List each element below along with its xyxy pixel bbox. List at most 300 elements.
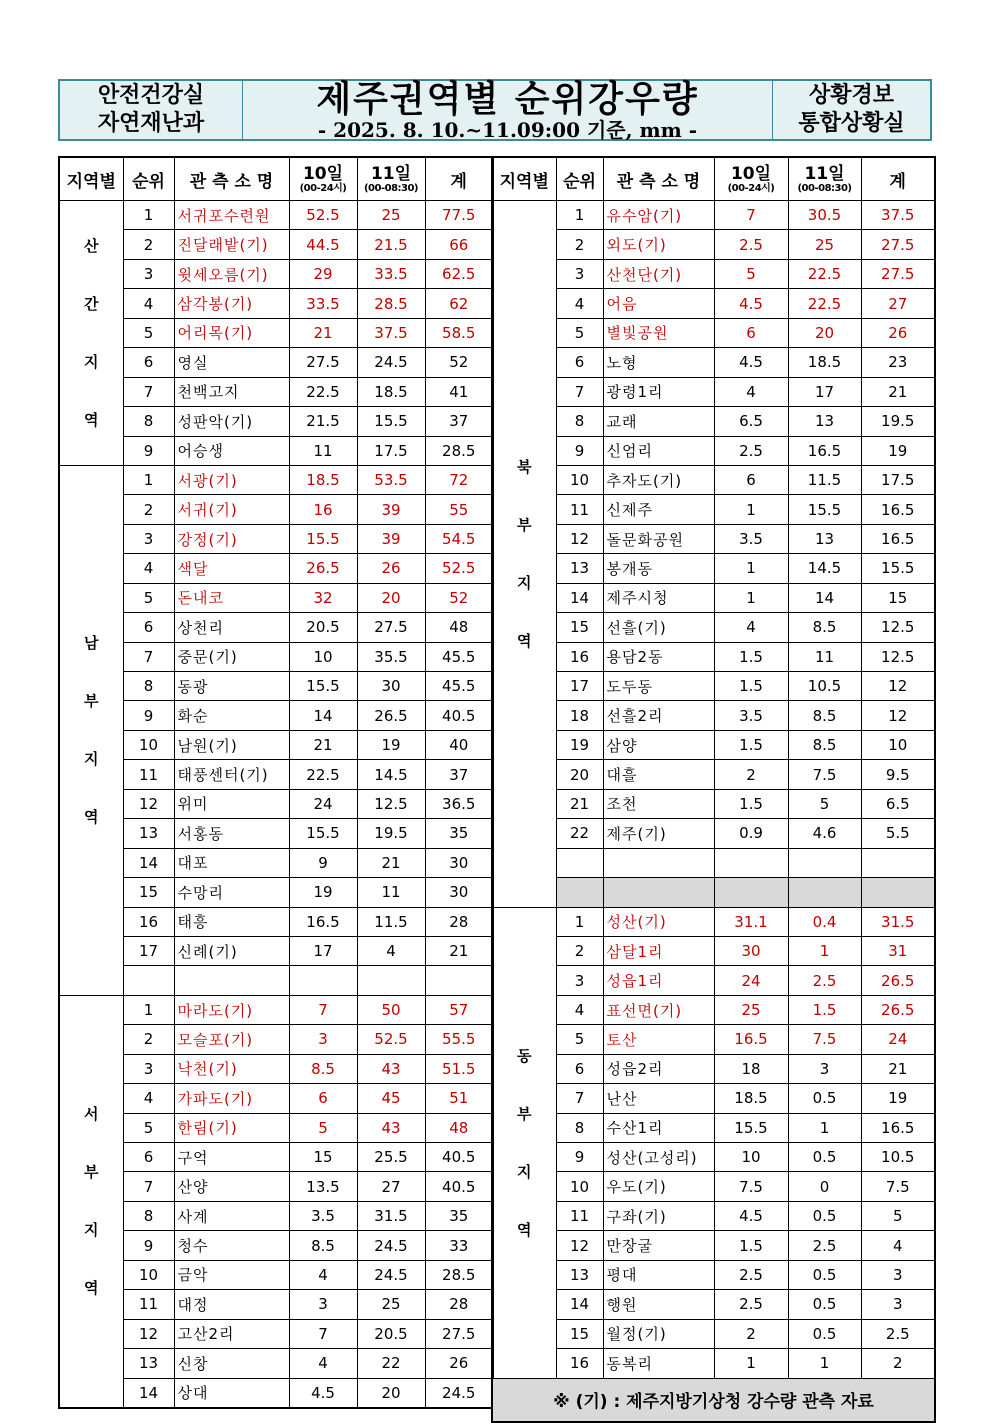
table-row [492, 936, 935, 965]
table-row [492, 1201, 935, 1230]
day11-value: 7.5 [788, 1025, 861, 1054]
day11-value: 30.5 [788, 201, 861, 230]
rank-cell: 17 [556, 672, 603, 701]
station-cell: 신엄리 [603, 436, 714, 465]
table-row [492, 436, 935, 465]
total-value: 6.5 [861, 789, 935, 818]
total-value: 16.5 [861, 495, 935, 524]
total-value: 28 [425, 1290, 493, 1319]
rank-cell: 3 [123, 524, 174, 553]
total-value: 62 [425, 289, 493, 318]
day11-value: 43 [357, 1054, 425, 1083]
total-value: 2.5 [861, 1319, 935, 1348]
total-value: 31 [861, 936, 935, 965]
day11-value: 20 [788, 318, 861, 347]
total-value: 55 [425, 495, 493, 524]
day11-value: 0.5 [788, 1201, 861, 1230]
day11-value: 1 [788, 1113, 861, 1142]
day10-value [714, 878, 788, 907]
table-row [492, 878, 935, 907]
day10-value: 15.5 [714, 1113, 788, 1142]
table-row [492, 348, 935, 377]
table-header-row [59, 157, 493, 201]
station-cell: 우도(기) [603, 1172, 714, 1201]
department-line1: 안전건강실 [97, 83, 205, 108]
department-box [60, 81, 243, 139]
day10-value: 10 [714, 1143, 788, 1172]
rank-cell: 10 [556, 465, 603, 494]
report-title: 제주권역별 순위강우량 [316, 79, 699, 120]
station-cell: 위미 [174, 789, 289, 818]
day11-value: 0.5 [788, 1143, 861, 1172]
day10-value: 3 [289, 1290, 357, 1319]
total-value: 52 [425, 348, 493, 377]
day10-value: 2.5 [714, 1290, 788, 1319]
day11-value: 0.5 [788, 1260, 861, 1289]
station-cell: 돌문화공원 [603, 524, 714, 553]
day11-value: 7.5 [788, 760, 861, 789]
rank-cell: 4 [556, 289, 603, 318]
region-label: 산 간 지 역 [59, 201, 123, 466]
day11-value: 17 [788, 377, 861, 406]
table-row [492, 613, 935, 642]
station-cell: 동광 [174, 672, 289, 701]
table-row [492, 1260, 935, 1289]
table-row [492, 966, 935, 995]
col-total: 계 [425, 157, 493, 201]
total-value: 45.5 [425, 672, 493, 701]
table-row [59, 789, 493, 818]
footnote-row [492, 1378, 935, 1422]
rank-cell: 9 [123, 701, 174, 730]
station-cell: 중문(기) [174, 642, 289, 671]
station-cell: 선흘2리 [603, 701, 714, 730]
day11-value [357, 966, 425, 995]
total-value: 17.5 [861, 465, 935, 494]
rank-cell: 15 [123, 878, 174, 907]
day10-value: 16 [289, 495, 357, 524]
station-cell: 대흘 [603, 760, 714, 789]
rank-cell: 2 [556, 230, 603, 259]
station-cell: 태풍센터(기) [174, 760, 289, 789]
day10-value: 24 [714, 966, 788, 995]
day11-value: 21 [357, 848, 425, 877]
rank-cell: 12 [556, 524, 603, 553]
rank-cell: 12 [123, 1319, 174, 1348]
station-cell: 마라도(기) [174, 995, 289, 1024]
day10-value: 1.5 [714, 789, 788, 818]
report-subtitle: - 2025. 8. 10.~11.09:00 기준, mm - [317, 118, 698, 142]
total-value: 24.5 [425, 1378, 493, 1408]
station-cell: 천백고지 [174, 377, 289, 406]
day10-value: 4 [714, 377, 788, 406]
station-cell: 남원(기) [174, 730, 289, 759]
station-cell: 평대 [603, 1260, 714, 1289]
rank-cell: 11 [556, 1201, 603, 1230]
rank-cell: 4 [123, 1084, 174, 1113]
total-value: 16.5 [861, 524, 935, 553]
rank-cell: 4 [556, 995, 603, 1024]
day10-value: 29 [289, 259, 357, 288]
rank-cell: 6 [123, 1143, 174, 1172]
day11-value: 19.5 [357, 819, 425, 848]
day10-value: 15 [289, 1143, 357, 1172]
station-cell: 색달 [174, 554, 289, 583]
total-value: 52.5 [425, 554, 493, 583]
day10-value: 3.5 [714, 701, 788, 730]
col-station: 관 측 소 명 [603, 157, 714, 201]
total-value: 23 [861, 348, 935, 377]
rainfall-table-right [491, 156, 936, 1423]
station-cell: 청수 [174, 1231, 289, 1260]
rank-cell: 4 [123, 289, 174, 318]
table-row [59, 407, 493, 436]
day10-value: 1 [714, 1349, 788, 1378]
rank-cell: 5 [123, 1113, 174, 1142]
day10-value: 0.9 [714, 819, 788, 848]
day10-value: 4.5 [289, 1378, 357, 1408]
day10-value: 32 [289, 583, 357, 612]
station-cell [174, 966, 289, 995]
col-day11: 11일 (00-08:30) [788, 157, 861, 201]
rank-cell: 4 [123, 554, 174, 583]
table-row [59, 966, 493, 995]
day10-value: 1.5 [714, 730, 788, 759]
day10-value: 2.5 [714, 436, 788, 465]
day11-value: 0 [788, 1172, 861, 1201]
total-value: 10.5 [861, 1143, 935, 1172]
table-row [492, 318, 935, 347]
table-row [59, 289, 493, 318]
day10-value: 2.5 [714, 1260, 788, 1289]
day11-value: 27.5 [357, 613, 425, 642]
day10-value [289, 966, 357, 995]
rank-cell: 10 [556, 1172, 603, 1201]
table-row [59, 1349, 493, 1378]
rank-cell: 6 [556, 348, 603, 377]
table-row [59, 1172, 493, 1201]
table-row [492, 789, 935, 818]
station-cell: 서홍동 [174, 819, 289, 848]
day10-value: 2 [714, 760, 788, 789]
footnote: ※ (기) : 제주지방기상청 강수량 관측 자료 [492, 1378, 935, 1422]
rank-cell: 12 [123, 789, 174, 818]
table-row [492, 554, 935, 583]
rank-cell: 7 [556, 377, 603, 406]
station-cell: 진달래밭(기) [174, 230, 289, 259]
day11-value: 11.5 [788, 465, 861, 494]
day11-value: 10.5 [788, 672, 861, 701]
table-row [59, 1025, 493, 1054]
total-value: 3 [861, 1260, 935, 1289]
day11-value: 25.5 [357, 1143, 425, 1172]
station-cell: 수산1리 [603, 1113, 714, 1142]
station-cell: 대정 [174, 1290, 289, 1319]
day10-value: 31.1 [714, 907, 788, 936]
rank-cell: 16 [123, 907, 174, 936]
station-cell: 대포 [174, 848, 289, 877]
table-row [492, 1113, 935, 1142]
rank-cell [556, 878, 603, 907]
day11-value: 16.5 [788, 436, 861, 465]
station-cell: 신제주 [603, 495, 714, 524]
station-cell [603, 878, 714, 907]
station-cell: 구억 [174, 1143, 289, 1172]
day10-value: 13.5 [289, 1172, 357, 1201]
rank-cell: 9 [123, 436, 174, 465]
day11-value: 0.5 [788, 1084, 861, 1113]
table-row [59, 1260, 493, 1289]
rank-cell: 5 [123, 318, 174, 347]
rank-cell: 7 [123, 642, 174, 671]
day10-value: 1 [714, 583, 788, 612]
rank-cell: 11 [123, 1290, 174, 1319]
station-cell: 월정(기) [603, 1319, 714, 1348]
table-row [59, 730, 493, 759]
station-cell: 난산 [603, 1084, 714, 1113]
day11-value: 18.5 [357, 377, 425, 406]
station-cell: 유수암(기) [603, 201, 714, 230]
day11-value [788, 848, 861, 877]
station-cell: 용담2동 [603, 642, 714, 671]
rank-cell: 10 [123, 1260, 174, 1289]
day10-value: 1 [714, 495, 788, 524]
table-row [59, 1378, 493, 1408]
day11-value: 4 [357, 936, 425, 965]
rank-cell: 3 [556, 259, 603, 288]
day10-value: 1.5 [714, 1231, 788, 1260]
rank-cell: 9 [556, 1143, 603, 1172]
total-value: 5 [861, 1201, 935, 1230]
station-cell: 서귀포수련원 [174, 201, 289, 230]
table-row [492, 672, 935, 701]
day11-value: 15.5 [788, 495, 861, 524]
total-value: 12.5 [861, 642, 935, 671]
day11-value: 31.5 [357, 1201, 425, 1230]
total-value: 36.5 [425, 789, 493, 818]
station-cell: 만장굴 [603, 1231, 714, 1260]
rank-cell: 13 [123, 819, 174, 848]
total-value: 35 [425, 1201, 493, 1230]
day11-value: 14.5 [357, 760, 425, 789]
station-cell: 행원 [603, 1290, 714, 1319]
total-value: 48 [425, 613, 493, 642]
total-value: 66 [425, 230, 493, 259]
day11-value: 21.5 [357, 230, 425, 259]
rank-cell: 3 [123, 1054, 174, 1083]
total-value: 21 [425, 936, 493, 965]
day10-value: 21 [289, 318, 357, 347]
rank-cell: 3 [123, 259, 174, 288]
day11-value: 5 [788, 789, 861, 818]
table-row [59, 348, 493, 377]
station-cell: 성판악(기) [174, 407, 289, 436]
station-cell: 삼양 [603, 730, 714, 759]
rank-cell [556, 848, 603, 877]
department-line2: 자연재난과 [97, 111, 205, 136]
total-value [425, 966, 493, 995]
rank-cell: 8 [556, 1113, 603, 1142]
day11-value: 17.5 [357, 436, 425, 465]
rank-cell: 13 [556, 1260, 603, 1289]
station-cell: 삼달1리 [603, 936, 714, 965]
region-label: 북 부 지 역 [492, 201, 556, 908]
station-cell: 삼각봉(기) [174, 289, 289, 318]
table-row [492, 465, 935, 494]
day10-value: 52.5 [289, 201, 357, 230]
rank-cell: 17 [123, 936, 174, 965]
rank-cell: 7 [123, 377, 174, 406]
rank-cell: 15 [556, 1319, 603, 1348]
station-cell: 산양 [174, 1172, 289, 1201]
station-cell: 토산 [603, 1025, 714, 1054]
office-line1: 상황경보 [808, 83, 894, 108]
day11-value [788, 878, 861, 907]
day11-value: 37.5 [357, 318, 425, 347]
region-label: 서 부 지 역 [59, 995, 123, 1408]
day11-value: 43 [357, 1113, 425, 1142]
station-cell: 별빛공원 [603, 318, 714, 347]
total-value: 37 [425, 760, 493, 789]
total-value: 4 [861, 1231, 935, 1260]
table-row [59, 524, 493, 553]
day10-value: 4.5 [714, 289, 788, 318]
total-value: 51 [425, 1084, 493, 1113]
total-value: 48 [425, 1113, 493, 1142]
rank-cell: 6 [123, 613, 174, 642]
day10-value: 15.5 [289, 524, 357, 553]
day10-value: 21.5 [289, 407, 357, 436]
rank-cell: 20 [556, 760, 603, 789]
table-row [492, 1290, 935, 1319]
day11-value: 20 [357, 1378, 425, 1408]
day10-value: 7 [289, 1319, 357, 1348]
rank-cell: 13 [123, 1349, 174, 1378]
station-cell [603, 848, 714, 877]
table-row [492, 1349, 935, 1378]
station-cell: 화순 [174, 701, 289, 730]
day11-value: 15.5 [357, 407, 425, 436]
total-value: 24 [861, 1025, 935, 1054]
total-value: 41 [425, 377, 493, 406]
rank-cell: 8 [123, 672, 174, 701]
table-row [59, 1319, 493, 1348]
table-row [59, 907, 493, 936]
station-cell: 윗세오름(기) [174, 259, 289, 288]
station-cell: 상천리 [174, 613, 289, 642]
table-row [59, 642, 493, 671]
station-cell: 어리목(기) [174, 318, 289, 347]
table-row [492, 1084, 935, 1113]
office-line2: 통합상황실 [798, 111, 905, 136]
day11-value: 18.5 [788, 348, 861, 377]
total-value: 54.5 [425, 524, 493, 553]
rank-cell: 8 [556, 407, 603, 436]
rank-cell: 15 [556, 613, 603, 642]
table-row [492, 1172, 935, 1201]
station-cell: 성산(고성리) [603, 1143, 714, 1172]
table-row [492, 524, 935, 553]
table-row [59, 1054, 493, 1083]
station-cell: 제주시청 [603, 583, 714, 612]
day11-value: 52.5 [357, 1025, 425, 1054]
day11-value: 11.5 [357, 907, 425, 936]
total-value [861, 848, 935, 877]
table-row [492, 995, 935, 1024]
table-row [492, 848, 935, 877]
day10-value: 22.5 [289, 760, 357, 789]
day11-value: 24.5 [357, 348, 425, 377]
station-cell: 노형 [603, 348, 714, 377]
table-row [59, 201, 493, 230]
station-cell: 어음 [603, 289, 714, 318]
day10-value: 2.5 [714, 230, 788, 259]
station-cell: 서귀(기) [174, 495, 289, 524]
day11-value: 19 [357, 730, 425, 759]
total-value: 5.5 [861, 819, 935, 848]
station-cell: 제주(기) [603, 819, 714, 848]
station-cell: 사계 [174, 1201, 289, 1230]
station-cell: 가파도(기) [174, 1084, 289, 1113]
total-value: 30 [425, 848, 493, 877]
col-day10: 10일 (00-24시) [289, 157, 357, 201]
total-value: 51.5 [425, 1054, 493, 1083]
station-cell: 교래 [603, 407, 714, 436]
table-row [59, 318, 493, 347]
total-value: 26.5 [861, 995, 935, 1024]
col-day10: 10일 (00-24시) [714, 157, 788, 201]
day11-value: 50 [357, 995, 425, 1024]
day11-value: 0.5 [788, 1319, 861, 1348]
day11-value: 26.5 [357, 701, 425, 730]
day10-value: 24 [289, 789, 357, 818]
day11-value: 2.5 [788, 966, 861, 995]
station-cell: 도두동 [603, 672, 714, 701]
day10-value: 4.5 [714, 348, 788, 377]
day10-value: 19 [289, 878, 357, 907]
day10-value: 6 [714, 318, 788, 347]
rank-cell: 21 [556, 789, 603, 818]
day10-value: 20.5 [289, 613, 357, 642]
rank-cell: 3 [556, 966, 603, 995]
day10-value: 6.5 [714, 407, 788, 436]
table-row [492, 1143, 935, 1172]
rank-cell: 11 [123, 760, 174, 789]
table-row [492, 289, 935, 318]
total-value: 57 [425, 995, 493, 1024]
day10-value: 3 [289, 1025, 357, 1054]
total-value: 26.5 [861, 966, 935, 995]
station-cell: 강정(기) [174, 524, 289, 553]
table-row [59, 377, 493, 406]
rank-cell [123, 966, 174, 995]
rank-cell: 9 [556, 436, 603, 465]
rank-cell: 14 [556, 1290, 603, 1319]
rank-cell: 18 [556, 701, 603, 730]
day11-value: 11 [357, 878, 425, 907]
table-row [492, 377, 935, 406]
day10-value: 5 [714, 259, 788, 288]
total-value: 12.5 [861, 613, 935, 642]
rank-cell: 1 [556, 201, 603, 230]
rank-cell: 12 [556, 1231, 603, 1260]
station-cell: 돈내코 [174, 583, 289, 612]
day10-value: 6 [714, 465, 788, 494]
station-cell: 산천단(기) [603, 259, 714, 288]
day10-value: 26.5 [289, 554, 357, 583]
table-row [59, 1290, 493, 1319]
day11-value: 39 [357, 524, 425, 553]
